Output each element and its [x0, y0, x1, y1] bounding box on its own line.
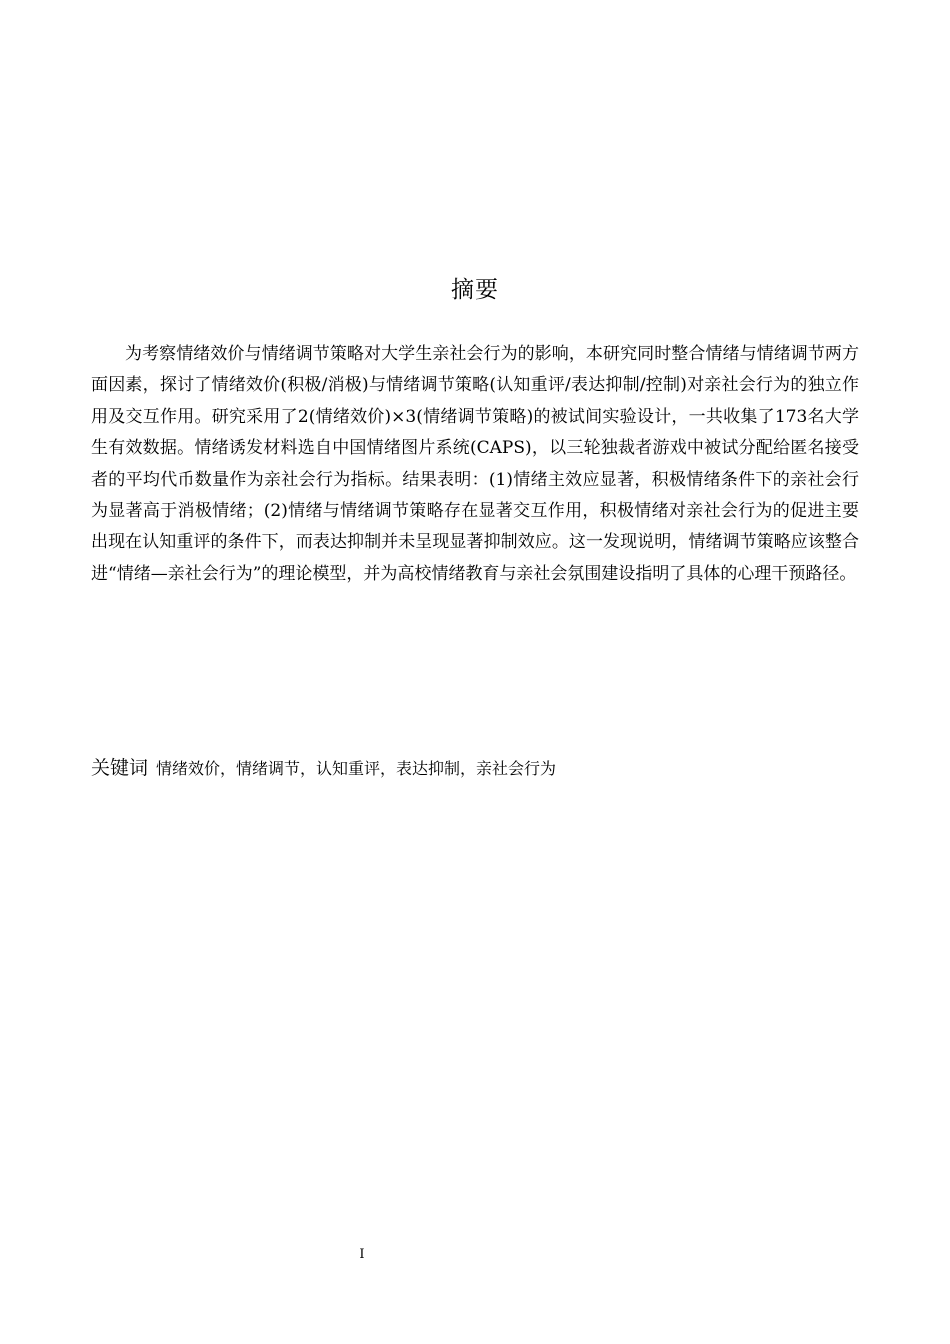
keywords-label: 关键词	[91, 757, 149, 779]
keywords-list: 情绪效价，情绪调节，认知重评，表达抑制，亲社会行为	[156, 759, 557, 778]
abstract-title: 摘要	[451, 277, 499, 303]
abstract-body: 为考察情绪效价与情绪调节策略对大学生亲社会行为的影响，本研究同时整合情绪与情绪调节两方面因素，探讨了情绪效价(积极/消极)与情绪调节策略(认知重评/表达抑制/控制)对亲社会行为的独立作用及交互作用。研究采用了2(情绪效价)×3(情绪调节策略)的被试间实验设计，一共收集了173名大学生有效数据。情绪诱发材料选自中国情绪图片系统(CAPS)，以三轮独裁者游戏中被试分配给匿名接受者的平均代币数量作为亲社会行为指标。结果表明：(1)情绪主效应显著，积极情绪条件下的亲社会行为显著高于消极情绪；(2)情绪与情绪调节策略存在显著交互作用，积极情绪对亲社会行为的促进主要出现在认知重评的条件下，而表达抑制并未呈现显著抑制效应。这一发现说明，情绪调节策略应该整合进“情绪—亲社会行为”的理论模型，并为高校情绪教育与亲社会氛围建设指明了具体的心理干预路径。	[91, 344, 859, 584]
keywords-line	[91, 752, 859, 785]
page-number: I	[359, 1247, 365, 1262]
